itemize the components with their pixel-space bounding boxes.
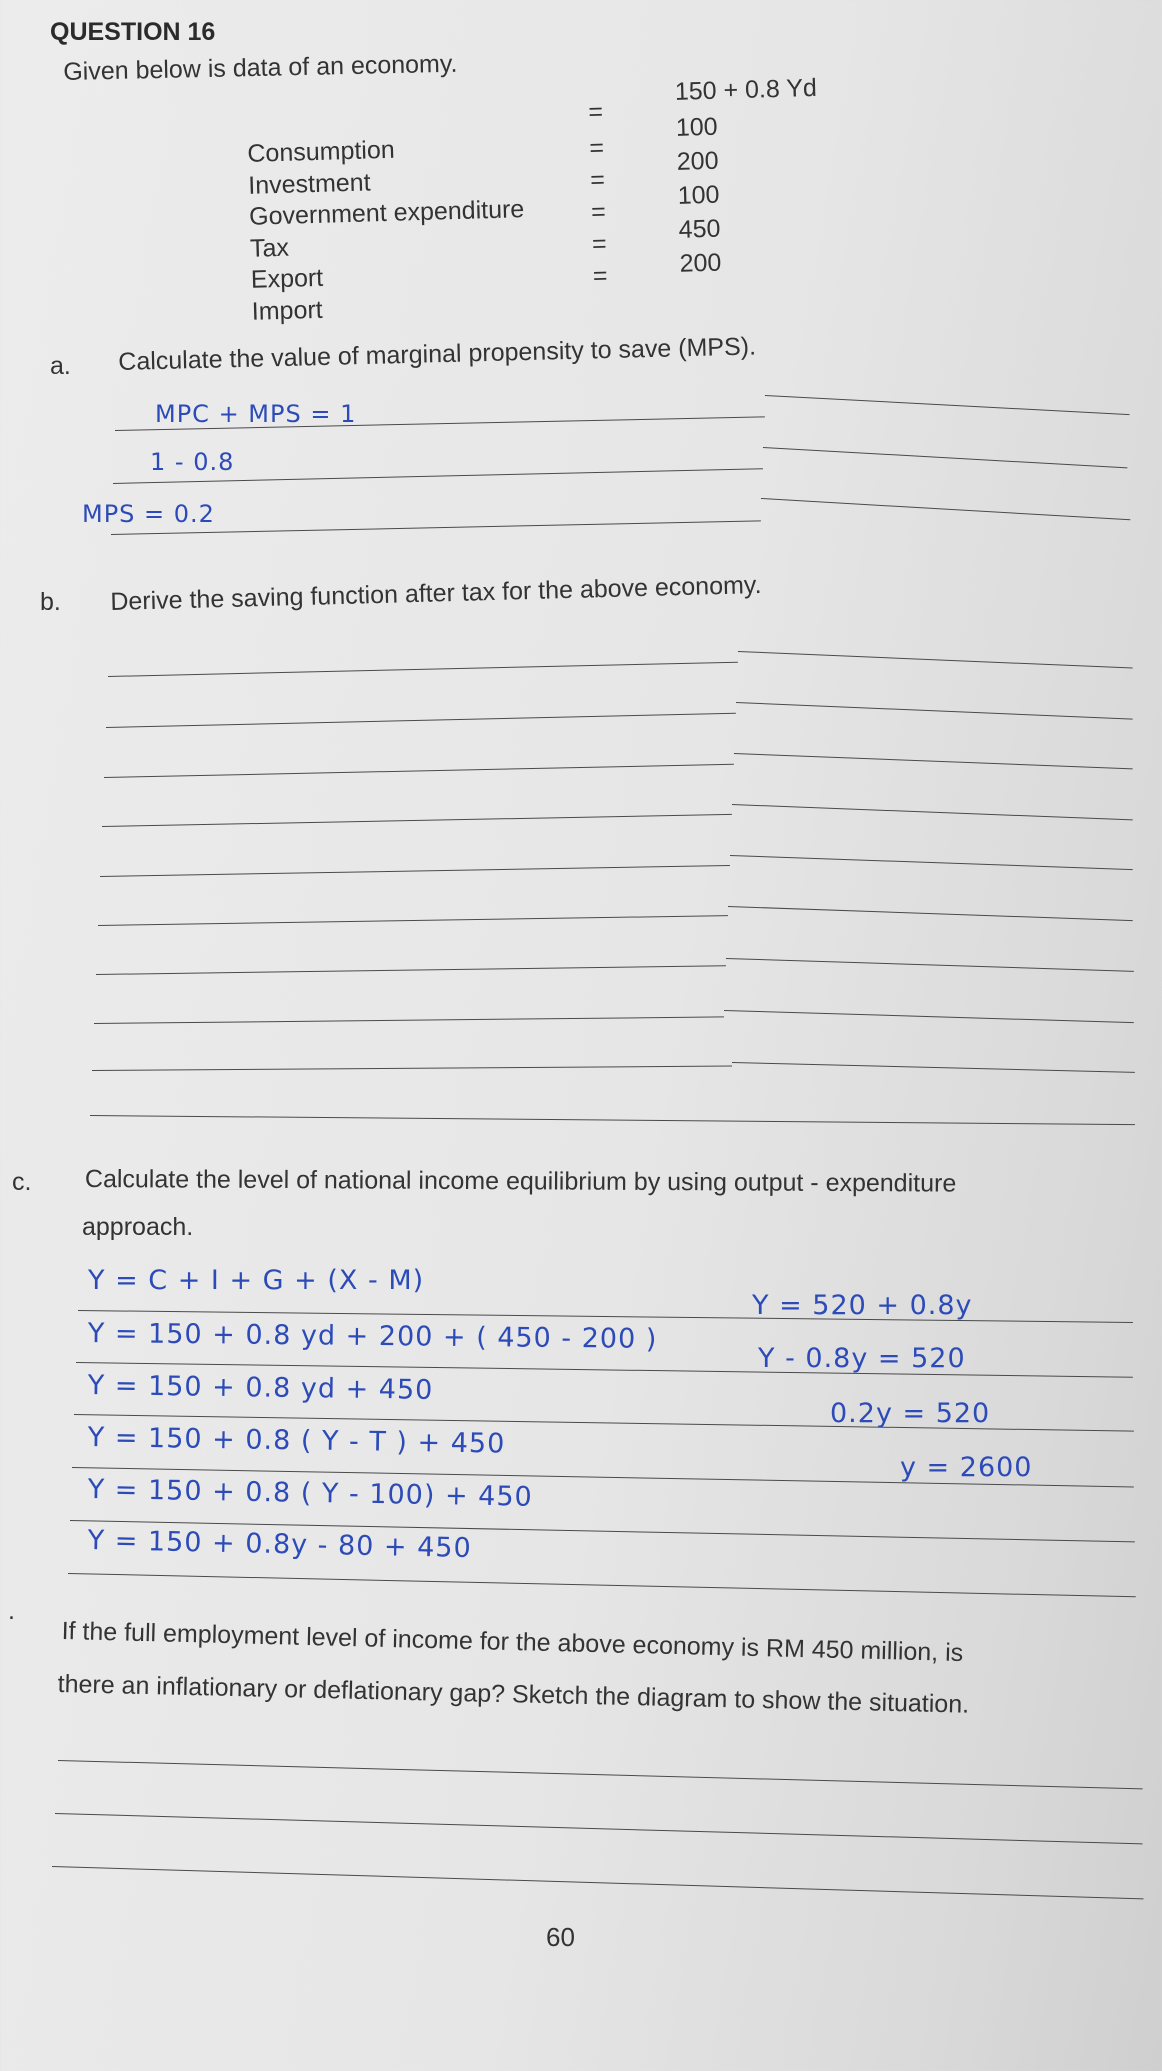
data-label: Government expenditure (248, 195, 525, 231)
handwritten-answer: Y = 150 + 0.8 ( Y - 100) + 450 (87, 1474, 533, 1513)
handwritten-answer: MPS = 0.2 (82, 500, 215, 528)
answer-line (765, 395, 1130, 415)
part-d-marker: . (8, 1597, 15, 1625)
handwritten-answer: 1 - 0.8 (150, 448, 235, 476)
part-c-question-line1: Calculate the level of national income equilibrium by using output - expenditure (84, 1165, 957, 1198)
handwritten-answer: 0.2y = 520 (830, 1398, 991, 1429)
data-value: 200 (676, 146, 719, 176)
handwritten-answer: Y = 150 + 0.8 yd + 200 + ( 450 - 200 ) (87, 1318, 658, 1355)
part-c-question-line2: approach. (82, 1213, 194, 1241)
data-value: 100 (675, 112, 718, 142)
data-equals: = (587, 97, 604, 127)
handwritten-answer: Y = 150 + 0.8 yd + 450 (87, 1370, 434, 1406)
data-table (0, 0, 1162, 347)
part-b-question: Derive the saving function after tax for the above economy. (110, 570, 762, 616)
handwritten-answer: MPC + MPS = 1 (155, 400, 357, 428)
data-equals: = (588, 133, 605, 163)
page-number: 60 (546, 1922, 575, 1952)
handwritten-answer: Y = C + I + G + (X - M) (88, 1265, 425, 1296)
data-value: 150 + 0.8 Yd (674, 73, 818, 106)
part-c-marker: c. (12, 1168, 32, 1196)
answer-line (761, 498, 1130, 520)
part-d-question-line2: there an inflationary or deflationary gap? Sketch the diagram to show the situation. (57, 1670, 970, 1719)
data-label: Investment (247, 168, 371, 200)
part-b-marker: b. (40, 588, 61, 616)
data-value: 450 (678, 214, 721, 244)
handwritten-answer: Y = 520 + 0.8y (752, 1290, 973, 1321)
handwritten-answer: y = 2600 (900, 1452, 1033, 1483)
data-label: Import (251, 295, 324, 326)
data-label: Tax (249, 233, 290, 263)
data-equals: = (589, 165, 606, 195)
data-value: 100 (677, 180, 720, 210)
answer-line (763, 447, 1127, 468)
handwritten-answer: Y = 150 + 0.8 ( Y - T ) + 450 (87, 1422, 506, 1460)
part-a-marker: a. (50, 352, 71, 380)
handwritten-answer: Y - 0.8y = 520 (758, 1343, 966, 1374)
part-d-question-line1: If the full employment level of income for the above economy is RM 450 million, is (61, 1617, 964, 1668)
data-label: Consumption (247, 135, 396, 168)
data-label: Export (250, 263, 324, 294)
handwritten-answer: Y = 150 + 0.8y - 80 + 450 (87, 1525, 473, 1565)
data-equals: = (590, 197, 607, 227)
data-equals: = (592, 261, 608, 291)
data-equals: = (591, 229, 608, 259)
intro-text: Given below is data of an economy. (63, 49, 458, 86)
part-a-question: Calculate the value of marginal propensity to save (MPS). (118, 332, 757, 376)
data-value: 200 (679, 248, 722, 278)
question-title: QUESTION 16 (50, 18, 216, 46)
